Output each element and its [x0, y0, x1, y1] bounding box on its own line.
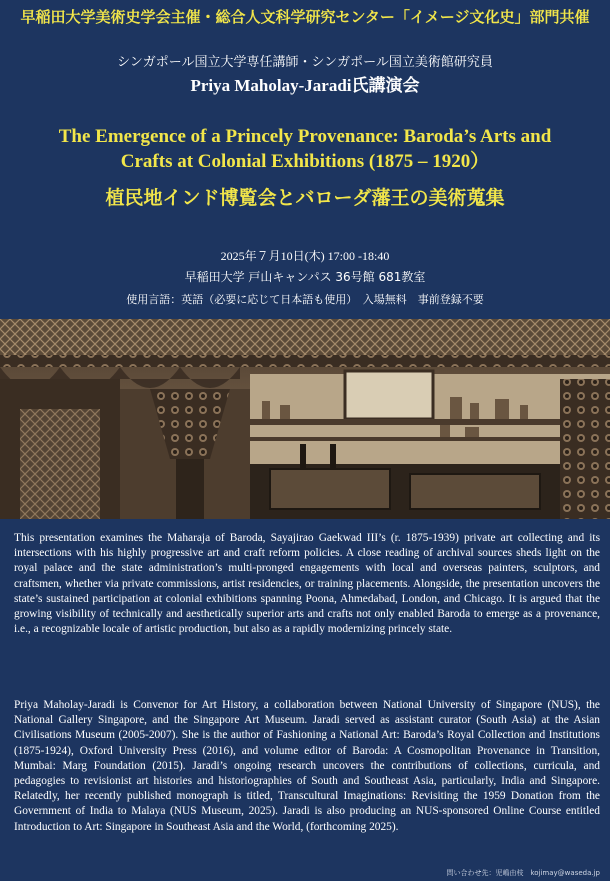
language-note: 使用言語：英語（必要に応じて日本語も使用） 入場無料 事前登録不要 — [126, 293, 484, 306]
english-title-line-1: The Emergence of a Princely Provenance: Baroda’s Arts and — [58, 126, 552, 147]
contact-info: 問い合わせ先：児嶋由枝 kojimay@waseda.jp — [446, 869, 600, 877]
speaker-affiliation: シンガポール国立大学専任講師・シンガポール国立美術館研究員 — [117, 55, 493, 70]
event-venue: 早稲田大学 戸山キャンパス 36号館 681教室 — [184, 270, 426, 284]
lecture-title: Priya Maholay-Jaradi氏講演会 — [190, 76, 420, 95]
japanese-title: 植民地インド博覧会とバローダ藩王の美術蒐集 — [105, 187, 505, 209]
abstract-paragraph: This presentation examines the Maharaja of Baroda, Sayajirao Gaekwad III’s (r. 1875-1939) private art collecting and its intersections with his highly progressive art and craft reform policies. A close reading of archival sources sheds light on the royal palace and the state administration’s multi-pronged engagements with local and overseas painters, sculptors, and craftsmen, whether via private commissions, artist residencies, or training placements. Alongside, the presentation uncovers the state’s sustained participation at colonial exhibitions spanning Poona, Ahmedabad, London, and Chicago. It is argued that the growing visibility of technically and aesthetically superior arts and crafts not only enabled Baroda to emerge as a provenance, i.e., a recognizable locale of artistic production, but also as a rapidly modernizing princely state. — [14, 532, 600, 636]
sponsor-banner: 早稲田大学美術史学会主催・総合人文科学研究センター「イメージ文化史」部門共催 — [20, 8, 590, 26]
english-title-line-2: Crafts at Colonial Exhibitions (1875 – 1920） — [120, 151, 490, 172]
english-title — [0, 124, 610, 174]
event-datetime: 2025年７月10日(木) 17:00 -18:40 — [220, 249, 390, 263]
exhibition-photo — [0, 319, 610, 519]
speaker-bio-paragraph: Priya Maholay-Jaradi is Convenor for Art History, a collaboration between National University of Singapore (NUS), the National Gallery Singapore, and the Singapore Art Museum. Jaradi served as assistant curator (South Asia) at the Asian Civilisations Museum (2005-2007). She is the author of Fashioning a National Art: Baroda’s Royal Collection and Institutions (1875-1924), Oxford University Press (2016), and volume editor of Baroda: A Cosmopolitan Provenance in Transition, Mumbai: Marg Foundation (2015). Jaradi’s ongoing research uncovers the contributions of collections, curricula, and pedagogies to revisionist art histories and historiographies of South and Southeast Asia, particularly, India and Singapore. Relatedly, her recently published monograph is titled, Transcultural Imaginations: Revisiting the 1959 Donation from the Government of India to Malaya (NUS Museum, 2025). Jaradi is also producing an NUS-sponsored Online Course entitled Introduction to Art: Singapore in Southeast Asia and the World, (forthcoming 2025). — [14, 699, 600, 833]
